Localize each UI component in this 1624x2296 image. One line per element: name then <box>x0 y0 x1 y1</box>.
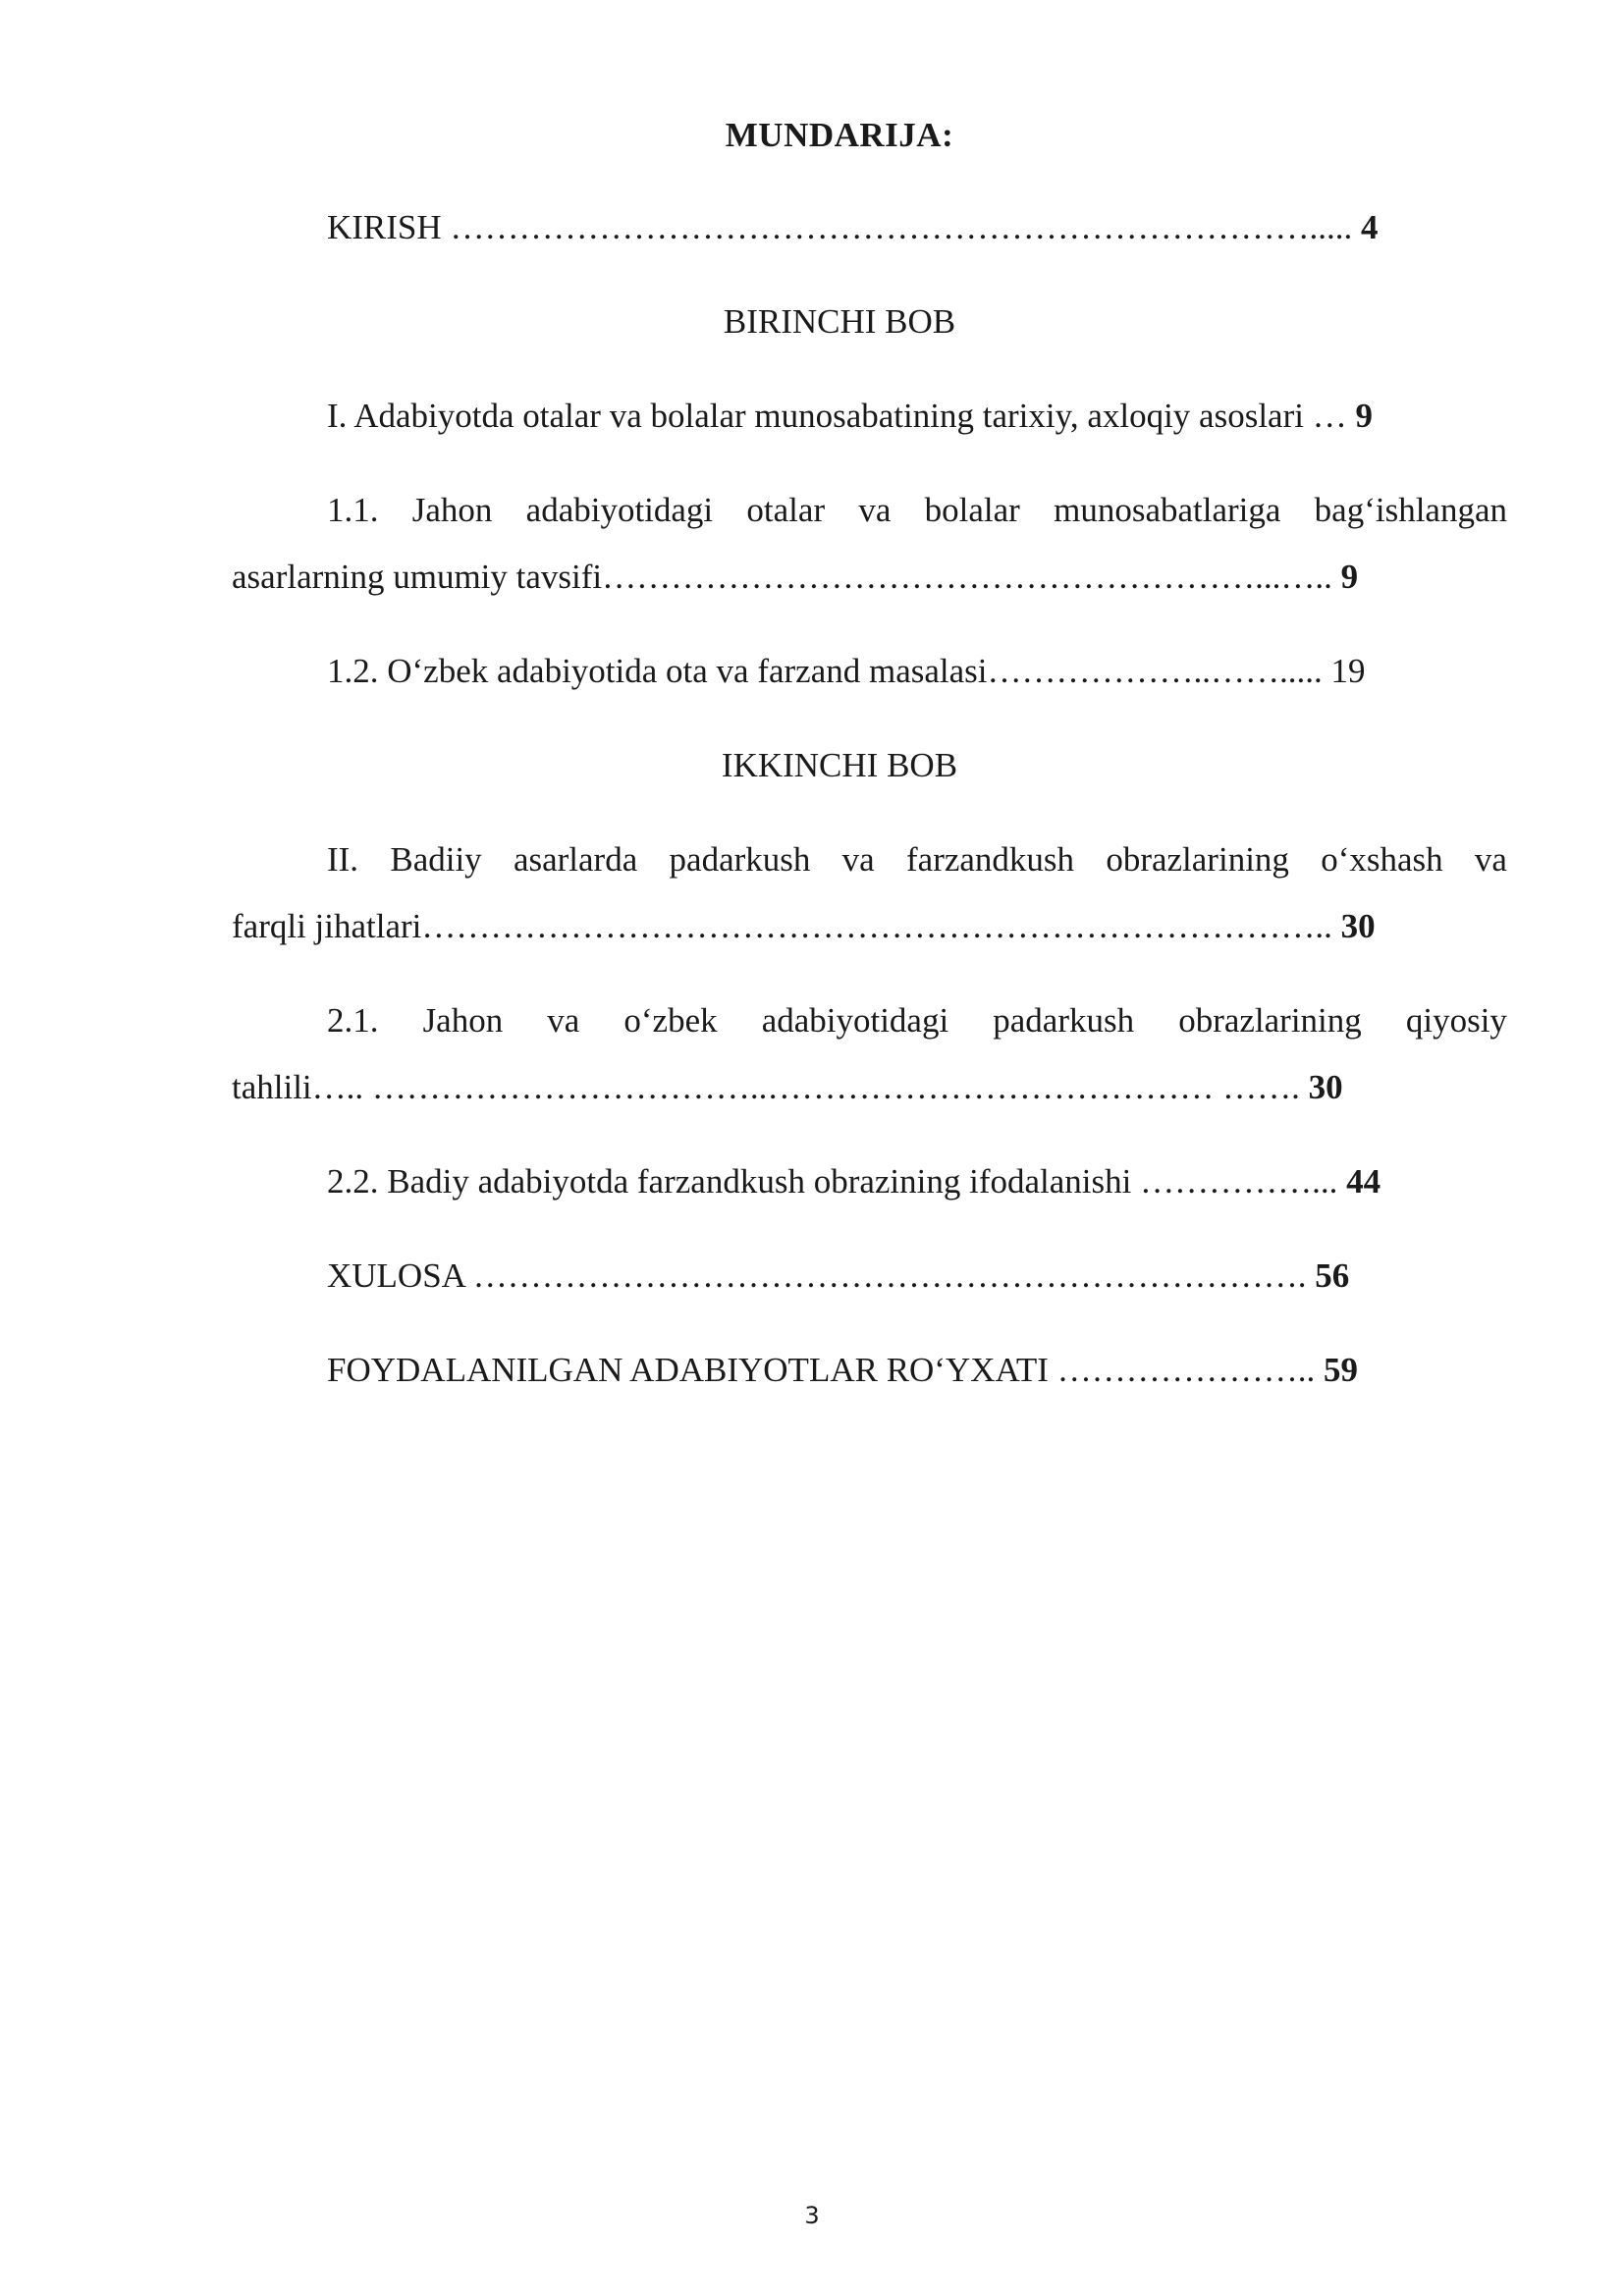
toc-entry-section-1-1-line-1 <box>327 487 1507 534</box>
toc-word: obrazlarining <box>1178 1001 1362 1040</box>
toc-entry-text: asarlarning umumiy tavsifi <box>232 558 603 596</box>
toc-entry-kirish <box>327 204 1378 251</box>
chapter-heading-1: BIRINCHI BOB <box>723 302 956 341</box>
toc-leader: …………………………………………………...….. <box>602 558 1341 596</box>
toc-page-number: 9 <box>1355 397 1373 435</box>
toc-word: adabiyotidagi <box>525 491 714 529</box>
toc-leader: ………………………………………………………………. <box>472 1256 1316 1295</box>
toc-word: padarkush <box>669 840 811 879</box>
toc-entry-section-2-1-line-1 <box>327 997 1507 1044</box>
toc-page-number: 30 <box>1340 907 1376 945</box>
toc-leader: ………………….. <box>1056 1351 1324 1389</box>
toc-entry-foydalanilgan <box>327 1347 1358 1394</box>
toc-word: farzandkush <box>906 840 1075 879</box>
toc-word: adabiyotidagi <box>761 1001 949 1040</box>
toc-word: otalar <box>746 491 826 529</box>
toc-entry-text: XULOSA <box>327 1256 473 1295</box>
toc-word: bag‘ishlangan <box>1314 491 1507 529</box>
toc-word: Badiiy <box>390 840 482 879</box>
toc-word: padarkush <box>993 1001 1135 1040</box>
toc-page-number: 56 <box>1315 1256 1350 1295</box>
toc-page-number: 30 <box>1308 1068 1343 1106</box>
toc-entry-text: 2.2. Badiy adabiyotda farzandkush obrazining ifodalanishi <box>327 1162 1141 1201</box>
toc-entry-text: FOYDALANILGAN ADABIYOTLAR RO‘YXATI <box>327 1351 1057 1389</box>
toc-word: 2.1. <box>327 1001 379 1040</box>
toc-page-number: 19 <box>1330 652 1366 690</box>
toc-entry-section-2-line-1 <box>327 836 1507 883</box>
toc-word: va <box>547 1001 580 1040</box>
toc-leader: …………………………………………………………………….. <box>421 907 1341 945</box>
toc-entry-section-1-1-line-2 <box>232 554 1358 601</box>
toc-page-number: 9 <box>1340 558 1359 596</box>
toc-word: o‘xshash <box>1321 840 1443 879</box>
toc-leader: ….. ……………………………..………………………………… ……. <box>311 1068 1309 1106</box>
toc-entry-xulosa <box>327 1253 1349 1300</box>
toc-entry-section-1 <box>327 393 1373 440</box>
chapter-heading-2: IKKINCHI BOB <box>721 746 958 784</box>
toc-entry-justified-words <box>327 487 1507 534</box>
page-number: 3 <box>804 2202 820 2229</box>
toc-page-number: 59 <box>1323 1351 1358 1389</box>
toc-entry-justified-words <box>327 997 1507 1044</box>
toc-word: obrazlarining <box>1106 840 1289 879</box>
toc-word: asarlarda <box>513 840 638 879</box>
toc-word: bolalar <box>924 491 1020 529</box>
toc-entry-section-2-line-2 <box>232 903 1376 950</box>
toc-word: Jahon <box>422 1001 504 1040</box>
toc-leader: ………………..……..... <box>987 652 1331 690</box>
toc-page-number: 44 <box>1346 1162 1381 1201</box>
toc-entry-section-2-1-line-2 <box>232 1064 1343 1111</box>
toc-word: va <box>858 491 892 529</box>
toc-entry-justified-words <box>327 836 1507 883</box>
toc-entry-section-1-2 <box>327 648 1366 695</box>
toc-word: II. <box>327 840 359 879</box>
toc-entry-text: tahlili <box>232 1068 312 1106</box>
toc-word: qiyosiy <box>1405 1001 1507 1040</box>
toc-leader: ……………... <box>1140 1162 1347 1201</box>
toc-entry-text: 1.2. O‘zbek adabiyotida ota va farzand masalasi <box>327 652 988 690</box>
toc-word: o‘zbek <box>623 1001 718 1040</box>
toc-leader: …………………………………………………………………..... <box>450 208 1361 246</box>
toc-entry-text: farqli jihatlari <box>232 907 422 945</box>
toc-word: 1.1. <box>327 491 379 529</box>
toc-word: Jahon <box>411 491 493 529</box>
toc-word: munosabatlariga <box>1054 491 1281 529</box>
toc-word: va <box>841 840 875 879</box>
toc-entry-text: I. Adabiyotda otalar va bolalar munosabatining tarixiy, axloqiy asoslari … <box>327 397 1356 435</box>
toc-word: va <box>1474 840 1507 879</box>
toc-entry-section-2-2 <box>327 1158 1380 1205</box>
toc-page-number: 4 <box>1360 208 1379 246</box>
toc-entry-text: KIRISH <box>327 208 442 246</box>
toc-title: MUNDARIJA: <box>725 116 954 154</box>
